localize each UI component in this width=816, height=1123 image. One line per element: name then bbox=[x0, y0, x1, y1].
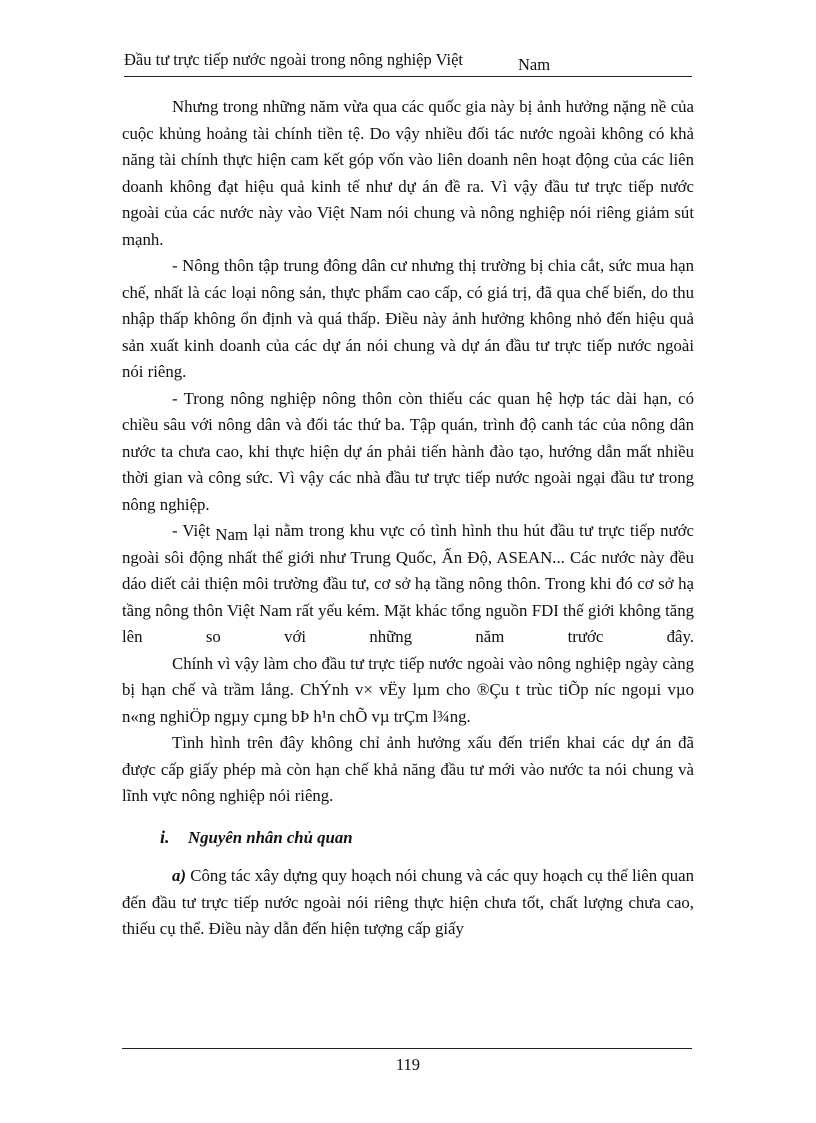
document-body bbox=[122, 94, 694, 943]
paragraph-1: Nhưng trong những năm vừa qua các quốc gia này bị ảnh hưởng nặng nề của cuộc khủng hoảng tài chính tiền tệ. Do vậy nhiều đối tác nước ngoài không có khả năng tài chính thực hiện cam kết góp vốn vào liên doanh nên hoạt động của các liên doanh không đạt hiệu quả kinh tế như dự án đề ra. Vì vậy đầu tư trực tiếp nước ngoài của các nước này vào Việt Nam nói chung và nông nghiệp nói riêng giảm sút mạnh. bbox=[122, 97, 694, 249]
paragraph-4-sub: Nam bbox=[215, 525, 248, 544]
page-number: 119 bbox=[395, 1055, 421, 1074]
section-heading-text: Nguyên nhân chủ quan bbox=[188, 827, 353, 847]
header-title-sub: Nam bbox=[518, 55, 551, 74]
paragraph-3: - Trong nông nghiệp nông thôn còn thiếu các quan hệ hợp tác dài hạn, có chiều sâu với nông dân và đối tác thứ ba. Tập quán, trình độ canh tác của nông dân nước ta chưa cao, khi thực hiện dự án phải tiến hành đào tạo, hướng dẫn mất nhiều thời gian và công sức. Vì vậy các nhà đầu tư trực tiếp nước ngoài ngại đầu tư trong nông nghiệp. bbox=[122, 388, 694, 514]
paragraph-4 bbox=[122, 518, 694, 651]
paragraph-5-garbled: ChÝnh v× vËy lµm cho ®Çu t trùc tiÕp níc ngoµi vµo n«ng nghiÖp ngµy cµng bÞ h¹n chÕ vµ trÇm l¾ng. bbox=[122, 680, 694, 726]
page-header bbox=[124, 50, 692, 77]
paragraph-5-text: Chính vì vậy làm cho đầu tư trực tiếp nước ngoài vào nông nghiệp ngày càng bị hạn chế và trầm lắng. bbox=[122, 653, 694, 699]
paragraph-7-label: a) bbox=[172, 866, 186, 885]
footer-rule bbox=[122, 1048, 692, 1049]
section-heading-number: i. bbox=[160, 826, 170, 847]
paragraph-2: - Nông thôn tập trung đông dân cư nhưng thị trường bị chia cắt, sức mua hạn chế, nhất là các loại nông sản, thực phẩm cao cấp, có giá trị, đã qua chế biến, do thu nhập thấp không ổn định và quá thấp. Điều này ảnh hưởng không nhỏ đến hiệu quả sản xuất kinh doanh của các dự án nói chung và dự án đầu tư trực tiếp nước ngoài nói riêng. bbox=[122, 256, 694, 381]
paragraph-6: Tình hình trên đây không chỉ ảnh hưởng xấu đến triển khai các dự án đã được cấp giấy phép mà còn hạn chế khả năng đầu tư mới vào nước ta nói chung và lĩnh vực nông nghiệp nói riêng. bbox=[122, 733, 694, 805]
paragraph-4-start: - Việt bbox=[172, 521, 211, 540]
header-title: Đầu tư trực tiếp nước ngoài trong nông nghiệp Việt bbox=[124, 50, 463, 69]
paragraph-5 bbox=[122, 651, 694, 731]
paragraph-7 bbox=[122, 863, 694, 943]
paragraph-7-text: Công tác xây dựng quy hoạch nói chung và các quy hoạch cụ thể liên quan đến đầu tư trực tiếp nước ngoài nói riêng thực hiện chưa tốt, chất lượng chưa cao, thiếu cụ thể. Điều này dẫn đến hiện tượng cấp giấy bbox=[122, 866, 695, 938]
section-heading bbox=[160, 824, 694, 852]
paragraph-4-rest: lại nằm trong khu vực có tình hình thu hút đầu tư trực tiếp nước ngoài sôi động nhất thế giới như Trung Quốc, Ấn Độ, ASEAN... Các nước này đều dáo diết cải thiện môi trường đầu tư, cơ sở hạ tầng nông thôn. Trong khi đó cơ sở hạ tầng nông thôn Việt Nam rất yếu kém. Mặt khác tổng nguồn FDI thế giới không tăng lên so với những năm trước đây. bbox=[122, 521, 694, 646]
